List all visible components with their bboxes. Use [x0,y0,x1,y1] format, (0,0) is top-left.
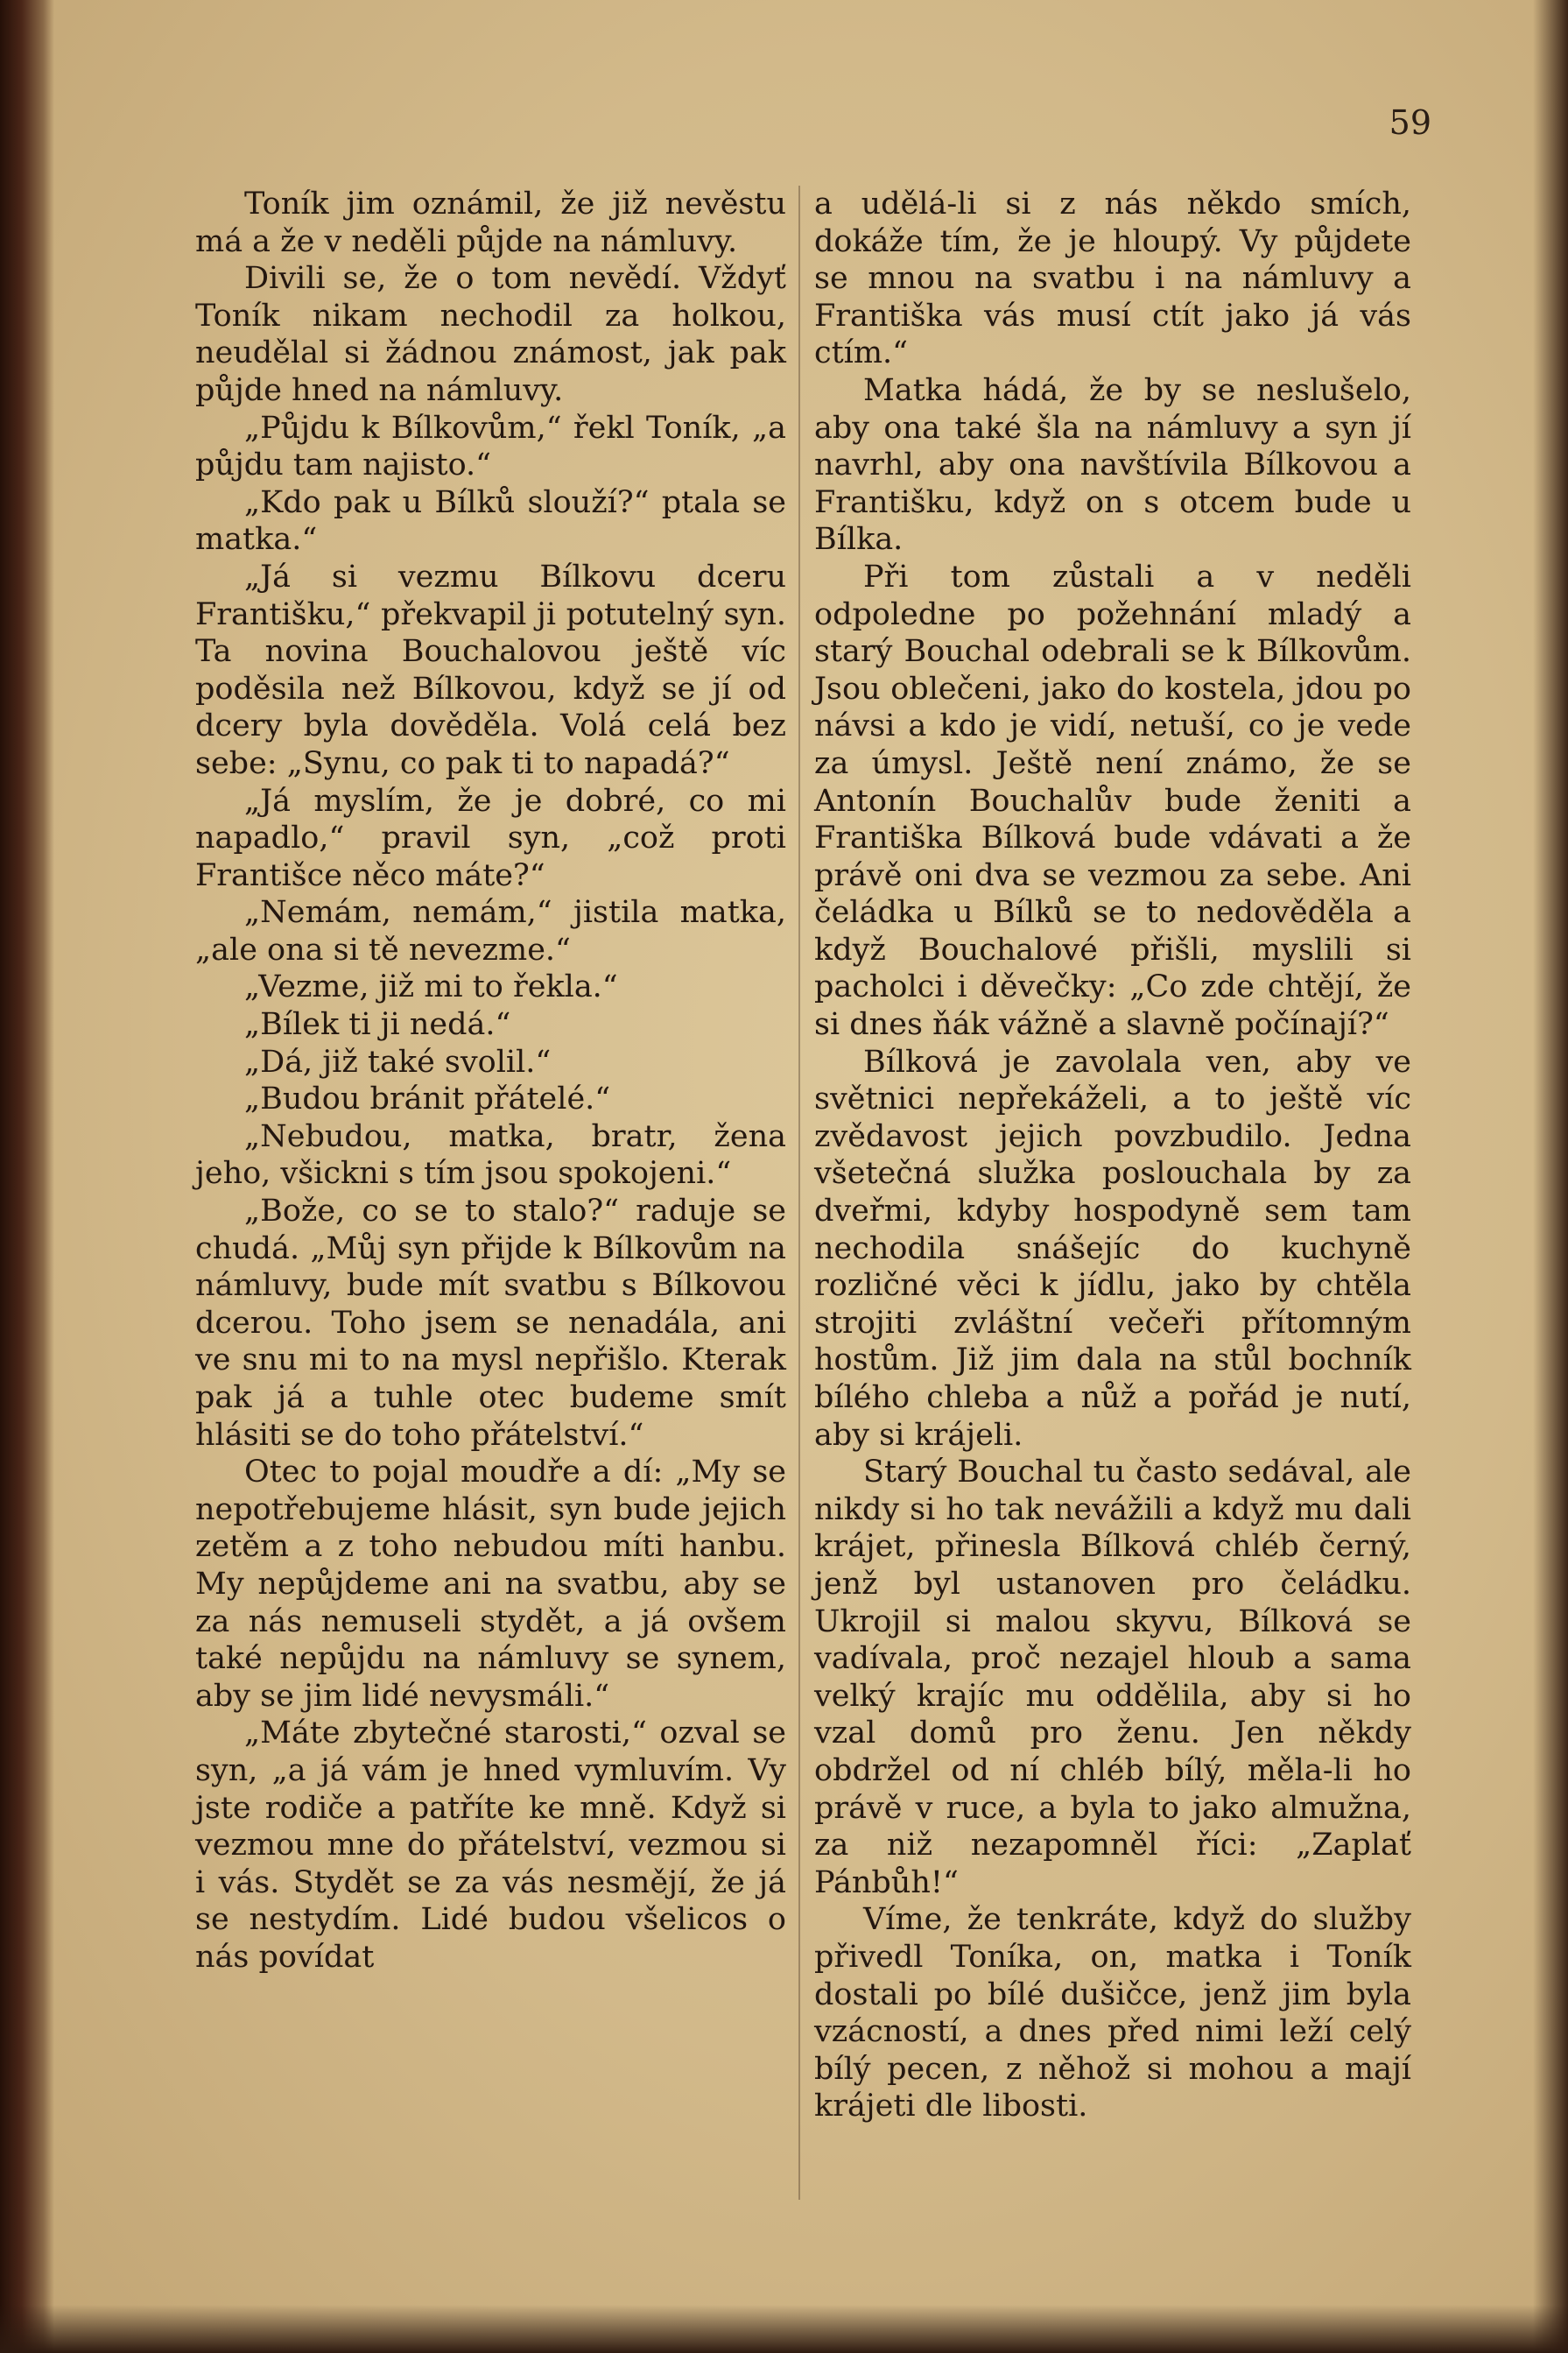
page-edge-bottom [0,2305,1568,2353]
right-text-column [814,186,1411,2125]
paragraph: „Kdo pak u Bílků slouží?“ ptala se matka.“ [195,484,786,558]
paragraph: „Budou bránit přátelé.“ [244,1081,611,1117]
page-number: 59 [1389,103,1431,142]
paragraph: Otec to pojal moudře a dí: „My se nepotřebujeme hlásit, syn bude jejich zetěm a z toho nebudou míti hanbu. My nepůjdeme ani na svatbu, aby se za nás nemuseli stydět, a já ovšem také nepůjdu na námluvy se synem, aby se jim lidé nevysmáli.“ [195,1455,786,1714]
paragraph: Matka hádá, že by se neslušelo, aby ona také šla na námluvy a syn jí navrhl, aby ona navštívila Bílkovou a Františku, když on s otcem bude u Bílka. [814,372,1411,558]
column-divider [798,186,800,2200]
book-spine-shadow [0,0,54,2353]
paragraph: Při tom zůstali a v neděli odpoledne po požehnání mladý a starý Bouchal odebrali se k Bílkovům. Jsou oblečeni, jako do kostela, jdou po návsi a kdo je vidí, netuší, co je vede za úmysl. Ještě není známo, že se Antonín Bouchalův bude ženiti a Františka Bílková bude vdávati a že právě oni dva se vezmou za sebe. Ani čeládka u Bílků se to nedověděla a když Bouchalové přišli, myslili si pacholci i děvečky: „Co zde chtějí, že si dnes ňák vážně a slavně počínají?“ [814,559,1411,1043]
page-edge-right [1533,0,1568,2353]
paragraph: Divili se, že o tom nevědí. Vždyť Toník nikam nechodil za holkou, neudělal si žádnou známost, jak pak půjde hned na námluvy. [195,261,786,408]
paragraph: „Dá, již také svolil.“ [244,1044,552,1080]
paragraph: „Bože, co se to stalo?“ raduje se chudá. „Můj syn přijde k Bílkovům na námluvy, bude mít svatbu s Bílkovou dcerou. Toho jsem se nenadála, ani ve snu mi to na mysl nepřišlo. Kterak pak já a tuhle otec budeme smít hlásiti se do toho přátelství.“ [195,1194,786,1453]
paragraph: „Já myslím, že je dobré, co mi napadlo,“ pravil syn, „což proti Františce něco máte?“ [195,783,786,893]
paragraph: „Půjdu k Bílkovům,“ řekl Toník, „a půjdu tam najisto.“ [195,410,786,483]
left-text-column [195,186,786,1976]
paragraph: a udělá-li si z nás někdo smích, dokáže tím, že je hloupý. Vy půjdete se mnou na svatbu i na námluvy a Františka vás musí ctít jako já vás ctím.“ [814,187,1411,371]
paragraph: Víme, že tenkráte, když do služby přivedl Toníka, on, matka i Toník dostali po bílé dušičce, jenž jim byla vzácností, a dnes před nimi leží celý bílý pecen, z něhož si mohou a mají krájeti dle libosti. [814,1902,1411,2124]
paragraph: „Já si vezmu Bílkovu dceru Františku,“ překvapil ji potutelný syn. Ta novina Bouchalovou ještě víc poděsila než Bílkovou, když se jí od dcery byla dověděla. Volá celá bez sebe: „Synu, co pak ti to napadá?“ [195,559,786,781]
paragraph: „Nemám, nemám,“ jistila matka, „ale ona si tě nevezme.“ [195,895,786,968]
paragraph: „Máte zbytečné starosti,“ ozval se syn, „a já vám je hned vymluvím. Vy jste rodiče a patříte ke mně. Když si vezmou mne do přátelství, vezmou si i vás. Stydět se za vás nesmějí, že já se nestydím. Lidé budou všelicos o nás povídat [195,1715,786,1975]
paragraph: Toník jim oznámil, že již nevěstu má a že v neděli půjde na námluvy. [195,187,786,259]
paragraph: „Bílek ti ji nedá.“ [244,1007,511,1043]
paragraph: Bílková je zavolala ven, aby ve světnici nepřekáželi, a to ještě víc zvědavost jejich povzbudilo. Jedna všetečná služka poslouchala by za dveřmi, kdyby hospodyně sem tam nechodila snášejíc do kuchyně rozličné věci k jídlu, jako by chtěla strojiti zvláštní večeři přítomným hostům. Již jim dala na stůl bochník bílého chleba a nůž a pořád je nutí, aby si krájeli. [814,1044,1411,1453]
paragraph: Starý Bouchal tu často sedával, ale nikdy si ho tak nevážili a když mu dali krájet, přinesla Bílková chléb černý, jenž byl ustanoven pro čeládku. Ukrojil si malou skyvu, Bílková se vadívala, proč nezajel hloub a sama velký krajíc mu oddělila, aby si ho vzal domů pro ženu. Jen někdy obdržel od ní chléb bílý, měla-li ho právě v ruce, a byla to jako almužna, za niž nezapomněl říci: „Zaplať Pánbůh!“ [814,1455,1411,1900]
paragraph: „Vezme, již mi to řekla.“ [244,969,618,1005]
paragraph: „Nebudou, matka, bratr, žena jeho, všickni s tím jsou spokojeni.“ [195,1118,786,1192]
